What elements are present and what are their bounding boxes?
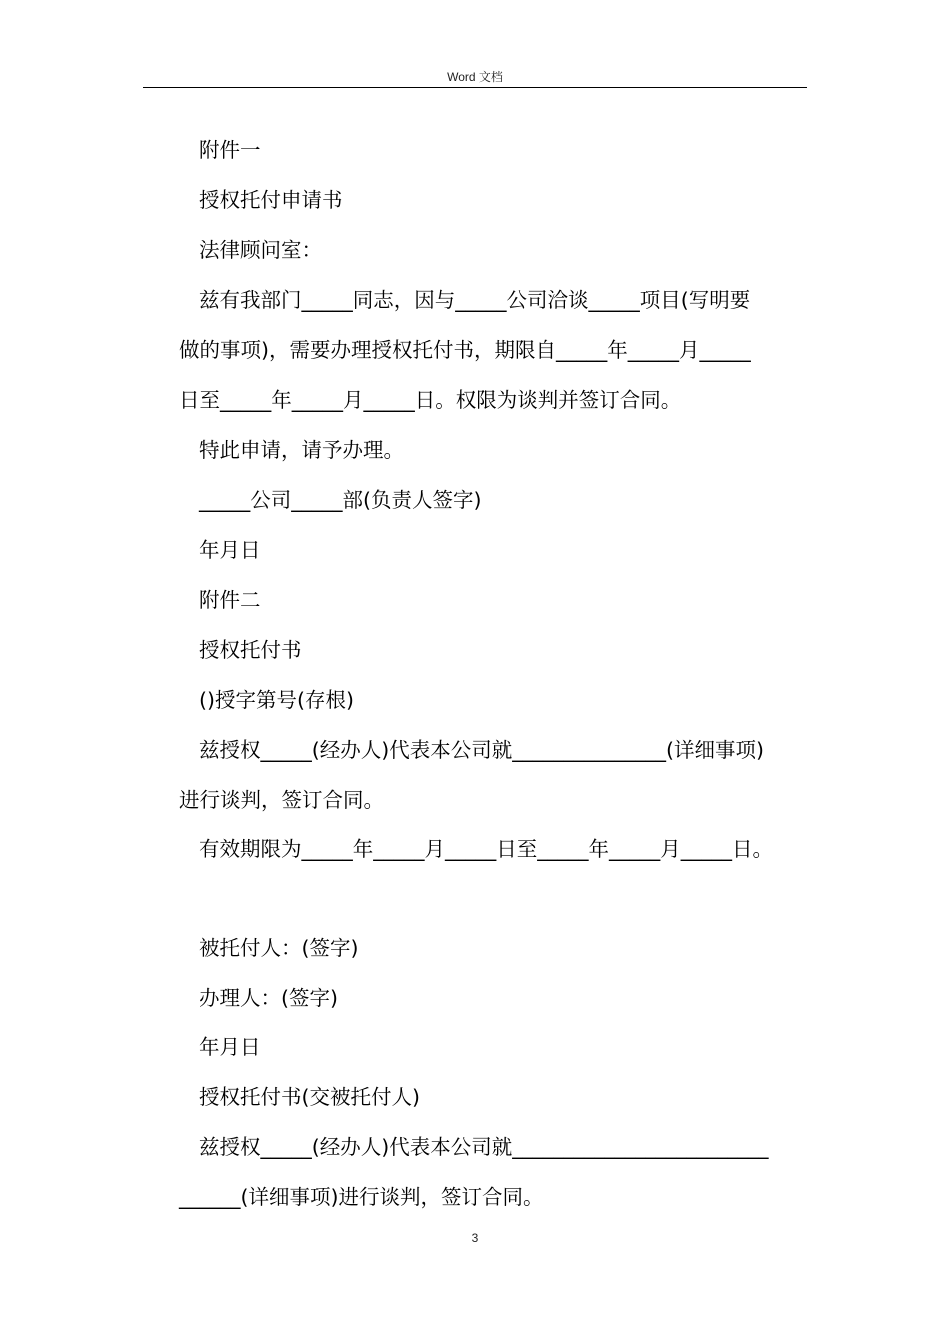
paragraph-line: 附件一 — [199, 138, 261, 162]
paragraph-line: 日至_____年_____月_____日。权限为谈判并签订合同。 — [179, 388, 682, 412]
paragraph-line: 办理人：(签字) — [199, 986, 338, 1010]
paragraph-line: 年月日 — [199, 538, 261, 562]
paragraph-line: 授权托付书 — [199, 638, 302, 662]
document-header-title: Word 文档 — [447, 70, 503, 84]
paragraph-line: ______(详细事项)进行谈判，签订合同。 — [179, 1185, 544, 1209]
header-divider — [143, 87, 807, 88]
paragraph-line: ()授字第号(存根) — [199, 688, 354, 712]
paragraph-line: 附件二 — [199, 588, 261, 612]
paragraph-line: _____公司_____部(负责人签字) — [199, 488, 482, 512]
paragraph-line: 年月日 — [199, 1035, 261, 1059]
paragraph-line: 兹有我部门_____同志，因与_____公司洽谈_____项目(写明要 — [199, 288, 751, 312]
paragraph-line: 做的事项)，需要办理授权托付书，期限自_____年_____月_____ — [179, 338, 751, 362]
paragraph-line: 授权托付申请书 — [199, 188, 343, 212]
paragraph-line: 特此申请，请予办理。 — [199, 438, 404, 462]
paragraph-line: 进行谈判，签订合同。 — [179, 788, 384, 812]
paragraph-line: 兹授权_____(经办人)代表本公司就_______________(详细事项) — [199, 738, 764, 762]
paragraph-line: 授权托付书(交被托付人) — [199, 1085, 420, 1109]
paragraph-line: 法律顾问室： — [199, 238, 322, 262]
page-number: 3 — [471, 1231, 479, 1245]
paragraph-line: 有效期限为_____年_____月_____日至_____年_____月_____日。 — [199, 837, 773, 861]
paragraph-line: 兹授权_____(经办人)代表本公司就_________________________ — [199, 1135, 769, 1159]
paragraph-line: 被托付人：(签字) — [199, 936, 359, 960]
